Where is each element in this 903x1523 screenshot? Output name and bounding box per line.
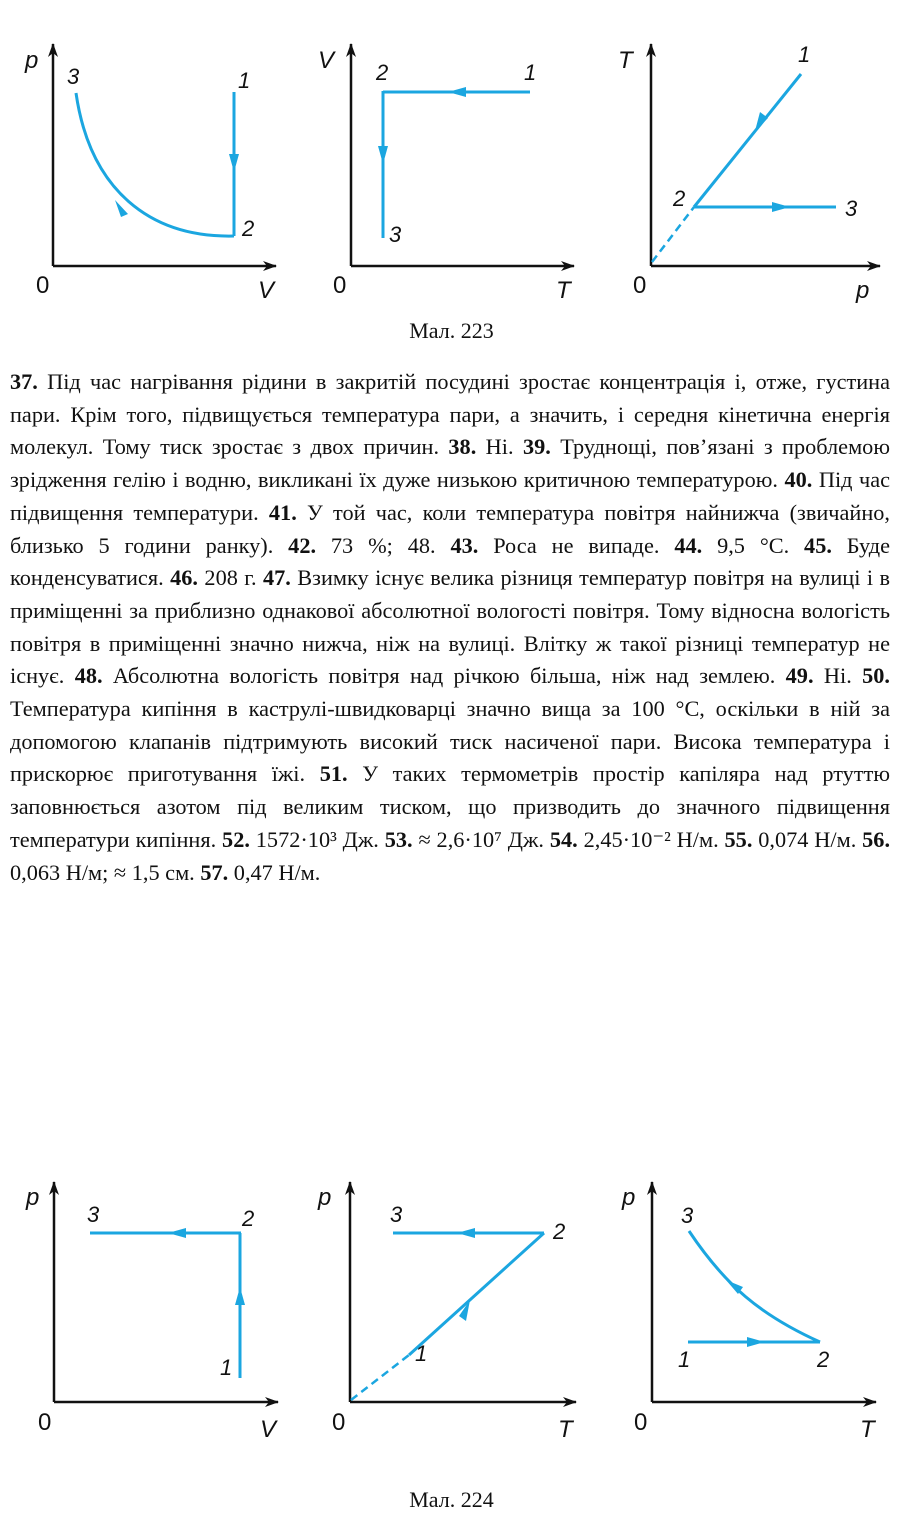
answer-text: Ні. xyxy=(813,663,863,689)
origin-label: 0 xyxy=(333,272,347,299)
answers-paragraph xyxy=(10,366,890,889)
y-axis-label: p xyxy=(25,47,39,74)
point-label-2: 2 xyxy=(242,216,255,241)
figure-224-graphs xyxy=(0,1165,903,1455)
answer-number: 51. xyxy=(319,761,348,787)
point-label-2: 2 xyxy=(242,1206,255,1231)
answer-text: 73 %; 48. xyxy=(316,532,451,558)
answer-text: 208 г. xyxy=(197,565,263,591)
answer-number: 56. xyxy=(862,826,891,852)
answer-text: Під час підвищення температури. xyxy=(10,467,890,525)
graph-223-3 xyxy=(618,42,880,304)
arrow-marker xyxy=(755,112,768,131)
answer-text: 2,45·10⁻² Н/м. xyxy=(577,826,725,852)
point-label-1: 1 xyxy=(678,1347,691,1372)
x-axis-label: p xyxy=(856,277,870,304)
origin-label: 0 xyxy=(633,272,647,299)
point-label-1: 1 xyxy=(238,68,251,93)
answer-number: 53. xyxy=(384,826,413,852)
process-line-1-2 xyxy=(409,1233,544,1355)
answer-text: ≈ 2,6·10⁷ Дж. xyxy=(412,826,550,852)
answer-number: 52. xyxy=(222,826,250,852)
y-axis-label: T xyxy=(618,47,633,74)
answer-number: 45. xyxy=(804,532,832,558)
process-line-1-2 xyxy=(694,74,801,207)
answer-text: Температура кипіння в каструлі-швидковарці значно вища за 100 °С, оскільки в ній за допомогою клапанів підтримують високий тиск насиченої пари. Висока температура і прискорює приготування їжі. xyxy=(10,696,890,787)
point-label-3: 3 xyxy=(845,196,858,221)
figure-224 xyxy=(0,1165,903,1523)
process-curve xyxy=(76,93,234,236)
figure-caption: Мал. 223 xyxy=(409,318,494,343)
answer-text: Труднощі, пов’язані з проблемою зрідження гелію і водню, викликані їх дуже низькою критичною температурою. xyxy=(10,434,890,493)
origin-label: 0 xyxy=(38,1409,52,1436)
answer-text: У таких термометрів простір капіляра над ртуттю заповнюється азотом під великим тиском, що призводить до значного підвищення температури кипіння. xyxy=(10,761,890,852)
point-label-2: 2 xyxy=(817,1347,830,1372)
origin-label: 0 xyxy=(36,272,50,299)
graph-224-2 xyxy=(317,1182,576,1443)
x-axis-label: T xyxy=(556,277,571,304)
point-label-1: 1 xyxy=(415,1341,428,1366)
point-label-3: 3 xyxy=(87,1202,100,1227)
answer-number: 57. xyxy=(200,859,229,885)
arrow-marker xyxy=(747,1337,765,1347)
answer-text: 0,063 Н/м; ≈ 1,5 см. xyxy=(10,859,201,885)
answer-text: 1572·10³ Дж. xyxy=(249,826,385,852)
figure-223-graphs xyxy=(0,0,903,315)
arrow-marker xyxy=(229,154,239,172)
point-label-3: 3 xyxy=(681,1203,694,1228)
answer-number: 44. xyxy=(674,532,703,558)
origin-label: 0 xyxy=(332,1409,346,1436)
answer-number: 43. xyxy=(450,532,479,558)
answer-text: Абсолютна вологість повітря над річкою більша, ніж над землею. xyxy=(102,663,786,689)
answer-text: Під час нагрівання рідини в закритій посудині зростає концентрація і, отже, густина пари. Крім того, підвищується температура пари, а значить, і середня кінетична енергія молекул. Тому тиск зростає з двох причин. xyxy=(10,369,890,460)
point-label-3: 3 xyxy=(67,64,80,89)
answer-number: 37. xyxy=(10,369,38,394)
origin-label: 0 xyxy=(634,1409,648,1436)
point-label-3: 3 xyxy=(389,222,402,247)
answer-number: 47. xyxy=(262,565,291,591)
answer-number: 40. xyxy=(784,467,813,493)
y-axis-label: V xyxy=(318,47,335,74)
figure-223 xyxy=(0,0,903,350)
point-label-2: 2 xyxy=(673,186,686,211)
graph-223-2 xyxy=(318,44,574,304)
y-axis-label: p xyxy=(318,1184,332,1211)
point-label-1: 1 xyxy=(798,42,811,67)
x-axis-label: T xyxy=(558,1416,573,1443)
arrow-marker xyxy=(448,87,466,97)
answer-number: 55. xyxy=(724,826,753,852)
point-label-2: 2 xyxy=(553,1219,566,1244)
answer-number: 50. xyxy=(862,663,890,689)
answer-number: 39. xyxy=(522,434,551,460)
point-label-1: 1 xyxy=(220,1355,233,1380)
answer-number: 38. xyxy=(448,434,477,460)
answer-text: Ні. xyxy=(476,434,523,460)
answer-text: У той час, коли температура повітря найнижча (звичайно, близько 5 години ранку). xyxy=(10,499,890,558)
answer-number: 42. xyxy=(288,532,317,558)
point-label-2: 2 xyxy=(376,60,389,85)
extension-dashed xyxy=(652,207,694,262)
arrow-marker xyxy=(378,146,388,164)
graph-224-3 xyxy=(621,1182,877,1443)
answer-text: 0,47 Н/м. xyxy=(228,859,321,885)
point-label-1: 1 xyxy=(524,60,537,85)
graph-223-1 xyxy=(24,44,276,304)
answer-text: Роса не випаде. xyxy=(478,532,675,558)
x-axis-label: V xyxy=(260,1416,277,1443)
y-axis-label: p xyxy=(26,1184,40,1211)
x-axis-label: T xyxy=(860,1416,875,1443)
arrow-marker xyxy=(772,202,790,212)
arrow-marker xyxy=(235,1287,245,1305)
answer-number: 48. xyxy=(74,663,103,689)
process-curve xyxy=(689,1231,820,1342)
answer-text: Взимку існує велика різниця температур повітря на вулиці і в приміщенні за приблизно однакової абсолютної вологості повітря. Тому відносна вологість повітря в приміщенні значно нижча, ніж на вулиці. Влітку ж такої різниці температур не існує. xyxy=(10,565,890,689)
arrow-marker xyxy=(168,1228,186,1238)
answer-text: 9,5 °С. xyxy=(702,532,805,558)
arrow-marker xyxy=(115,200,128,217)
answer-text: Буде конденсуватися. xyxy=(10,532,891,591)
figure-caption: Мал. 224 xyxy=(409,1487,494,1512)
point-label-3: 3 xyxy=(390,1202,403,1227)
answer-number: 54. xyxy=(549,826,578,852)
answer-number: 49. xyxy=(785,663,814,689)
answer-text: 0,074 Н/м. xyxy=(752,826,863,852)
y-axis-label: p xyxy=(622,1184,636,1211)
arrow-marker xyxy=(457,1228,475,1238)
answer-number: 46. xyxy=(170,565,198,591)
x-axis-label: V xyxy=(258,277,275,304)
extension-dashed xyxy=(351,1355,409,1400)
answer-number: 41. xyxy=(268,499,297,525)
graph-224-1 xyxy=(25,1182,278,1443)
